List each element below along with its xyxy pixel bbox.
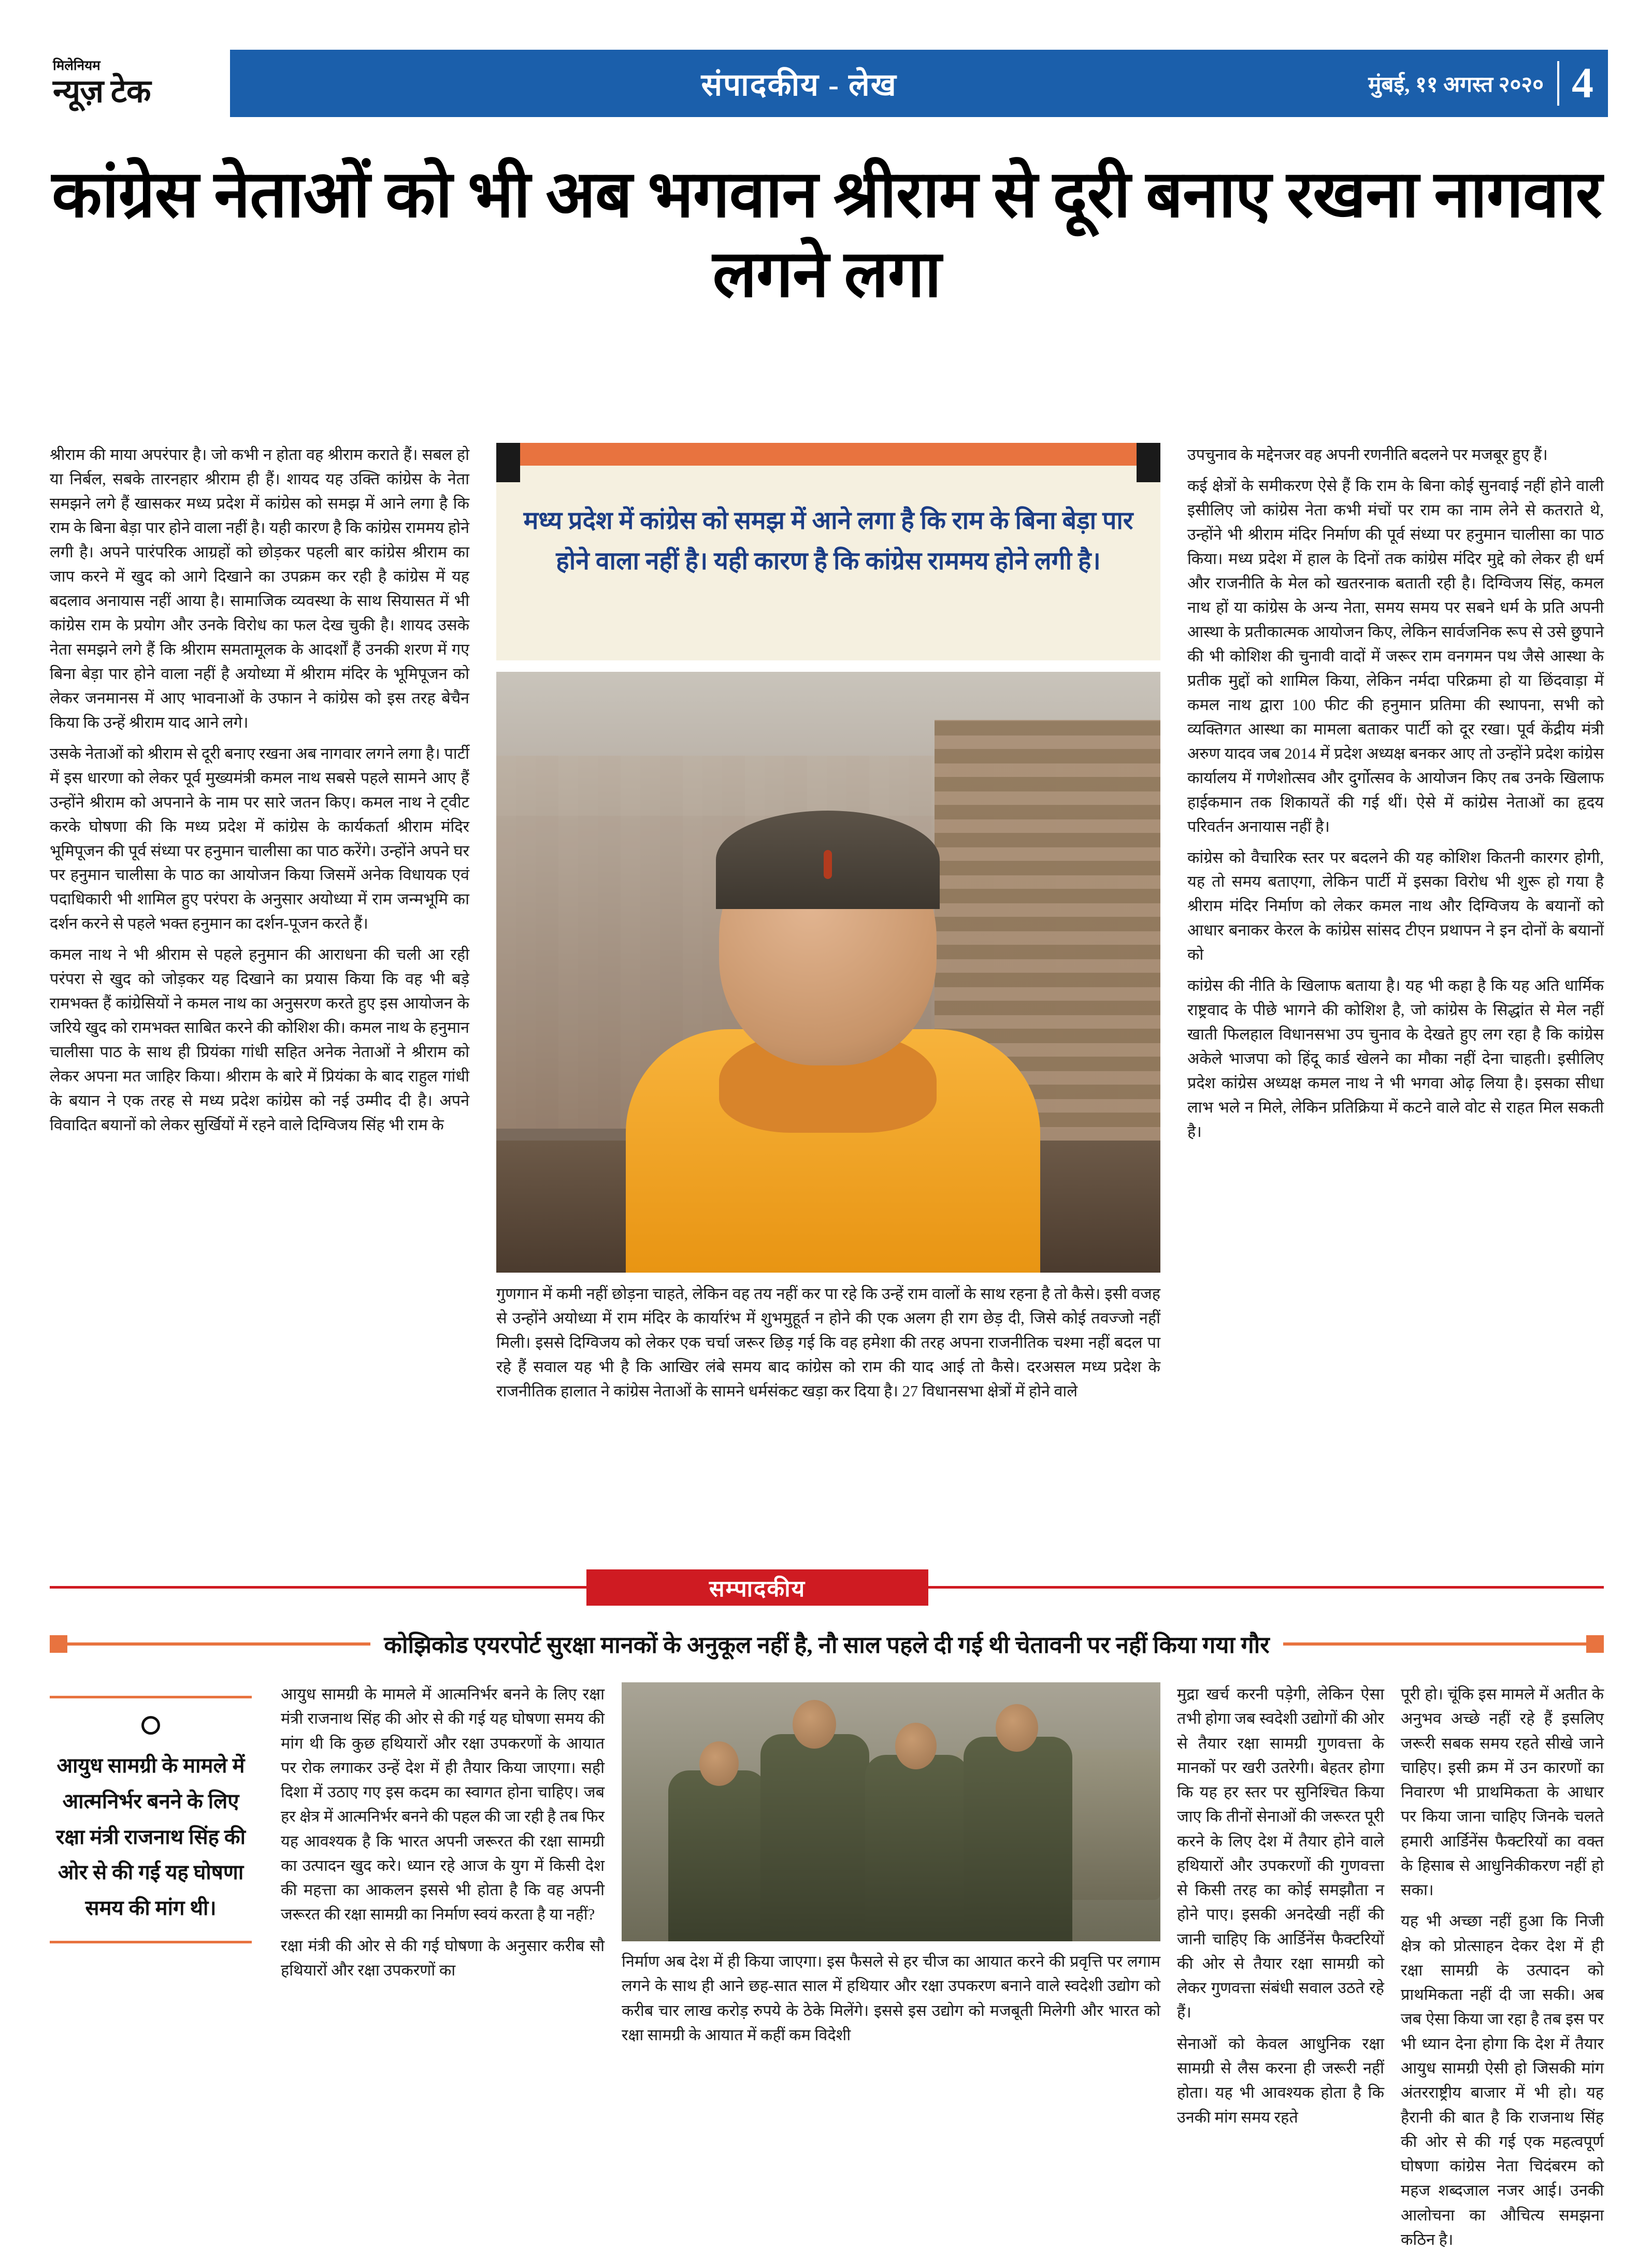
logo-main-text: न्यूज़ टेक: [53, 74, 151, 109]
pull-quote-secondary: आयुध सामग्री के मामले में आत्मनिर्भर बनने के लिए रक्षा मंत्री राजनाथ सिंह की ओर से की गई यह घोषणा समय की मांग थी।: [56, 1754, 246, 1920]
paragraph: कांग्रेस को वैचारिक स्तर पर बदलने की यह कोशिश कितनी कारगर होगी, यह तो समय बताएगा, लेकिन पार्टी में इसका विरोध भी शुरू हो गया है श्रीराम मंदिर निर्माण को लेकर कमल नाथ और दिग्विजय के बयानों को आधार बनाकर केरल के कांग्रेस सांसद टीएन प्रथापन ने इन दोनों के बयानों को: [1187, 848, 1604, 964]
edition-date: मुंबई, ११ अगस्त २०२०: [1368, 73, 1544, 97]
photo-soldier: [865, 1755, 969, 1941]
pull-quote-text: मध्य प्रदेश में कांग्रेस को समझ में आने लगा है कि राम के बिना बेड़ा पार होने वाला नहीं है। यही कारण है कि कांग्रेस राममय होने लगी है।: [523, 507, 1133, 575]
article-column-left: [50, 443, 469, 1144]
paragraph: कई क्षेत्रों के समीकरण ऐसे हैं कि राम के बिना कोई सुनवाई नहीं होने वाली इसीलिए जो कांग्रेस नेता कभी मंचों पर राम का नाम लेने से कतराते थे, उन्होंने भी श्रीराम मंदिर निर्माण की पूर्व संध्या पर हनुमान चालीसा का पाठ किया। मध्य प्रदेश में हाल के दिनों तक कांग्रेस मंदिर मुद्दे को लेकर ही धर्म और राजनीति के मेल को खतरनाक बताती रही है। दिग्विजय सिंह, कमल नाथ हों या कांग्रेस के अन्य नेता, समय समय पर सबने धर्म के प्रति अपनी आस्था के प्रतीकात्मक आयोजन किए, लेकिन सार्वजनिक रूप से उसे छुपाने की भी कोशिश की चुनावी वादों में जरूर राम वनगमन पथ जैसे आस्था के प्रतीक मुद्दों को शामिल किया, लेकिन नर्मदा परिक्रमा हो या छिंदवाड़ा में कमल नाथ द्वारा 100 फीट की हनुमान प्रतिमा की स्थापना, सभी को व्यक्तिगत आस्था का मामला बताकर पार्टी को दूर रखा। पूर्व केंद्रीय मंत्री अरुण यादव जब 2014 में प्रदेश अध्यक्ष बनकर आए तो उन्होंने प्रदेश कांग्रेस कार्यालय में गणेशोत्सव और दुर्गोत्सव के आयोजन किए तब उनके खिलाफ हाईकमान तक शिकायतें की गई थीं। ऐसे में कांग्रेस नेताओं का हृदय परिवर्तन अनायास नहीं है।: [1187, 477, 1604, 835]
article-photo-politician: [496, 672, 1160, 1273]
paragraph: कमल नाथ ने भी श्रीराम से पहले हनुमान की आराधना की चली आ रही परंपरा से खुद को जोड़कर यह दिखाने का प्रयास किया कि वह भी बड़े रामभक्त हैं कांग्रेसियों ने कमल नाथ का अनुसरण करते हुए इस आयोजन के जरिये खुद को रामभक्त साबित करने की कोशिश की। कमल नाथ के हनुमान चालीसा पाठ के साथ ही प्रियंका गांधी सहित अनेक नेताओं ने श्रीराम को लेकर अपना मत जाहिर किया। श्रीराम के बारे में प्रियंका के बाद राहुल गांधी के बयान ने एक तरह से मध्य प्रदेश कांग्रेस को नई उम्मीद दी है। अपने विवादित बयानों को लेकर सुर्खियों में रहने वाले दिग्विजय सिंह भी राम के: [50, 946, 469, 1134]
secondary-column-2: [622, 1682, 1160, 2054]
masthead-divider: [1557, 61, 1559, 106]
accent-square-right: [1586, 1635, 1604, 1653]
quote-top-bar: [496, 443, 1160, 466]
main-article: [50, 443, 1604, 1564]
article-column-right: [1187, 443, 1604, 1151]
secondary-headline: कोझिकोड एयरपोर्ट सुरक्षा मानकों के अनुकूल नहीं है, नौ साल पहले दी गई थी चेतावनी पर नहीं किया गया गौर: [384, 1632, 1270, 1658]
logo-small-text: मिलेनियम: [53, 58, 100, 73]
paragraph: निर्माण अब देश में ही किया जाएगा। इस फैसले से हर चीज का आयात करने की प्रवृत्ति पर लगाम लगने के साथ ही आने छह-सात साल में हथियार और रक्षा उपकरण बनाने वाले स्वदेशी उद्योग को करीब चार लाख करोड़ रुपये के ठेके मिलेंगे। इससे इस उद्योग को मजबूती मिलेगी और भारत को रक्षा सामग्री के आयात में कहीं कम विदेशी: [622, 1953, 1160, 2044]
photo-soldier: [760, 1734, 869, 1941]
pull-quote-box: [496, 443, 1160, 660]
photo-soldier-head: [996, 1704, 1038, 1752]
accent-line-left: [67, 1642, 370, 1646]
paragraph: सेनाओं को केवल आधुनिक रक्षा सामग्री से लैस करना ही जरूरी नहीं होता। यह भी आवश्यक होता है कि उनकी मांग समय रहते: [1177, 2035, 1384, 2126]
paragraph: मुद्रा खर्च करनी पड़ेगी, लेकिन ऐसा तभी होगा जब स्वदेशी उद्योगों की ओर से तैयार रक्षा सामग्री गुणवत्ता के मानकों पर खरी उतरेगी। बेहतर होगा कि यह हर स्तर पर सुनिश्चित किया जाए कि तीनों सेनाओं की जरूरत पूरी करने के लिए देश में तैयार होने वाले हथियारों और उपकरणों की गुणवत्ता से किसी तरह का कोई समझौता न होने पाए। इसकी अनदेखी नहीं की जानी चाहिए कि आर्डिनेंस फैक्टरियों की ओर से तैयार रक्षा सामग्री को लेकर गुणवत्ता संबंधी सवाल उठते रहे हैं।: [1177, 1685, 1384, 2022]
main-headline: कांग्रेस नेताओं को भी अब भगवान श्रीराम से दूरी बनाए रखना नागवार लगने लगा: [52, 159, 1602, 311]
paragraph: उसके नेताओं को श्रीराम से दूरी बनाए रखना अब नागवार लगने लगा है। पार्टी में इस धारणा को लेकर पूर्व मुख्यमंत्री कमल नाथ सबसे पहले सामने आए हैं उन्होंने श्रीराम को अपनाने के नाम पर सारे जतन किए। कमल नाथ ने ट्वीट करके घोषणा की कि मध्य प्रदेश में कांग्रेस के कार्यकर्ता श्रीराम मंदिर भूमिपूजन की पूर्व संध्या पर हनुमान चालीसा का पाठ करेंगे। उन्होंने अपने घर पर हनुमान चालीसा के पाठ का आयोजन किया जिसमें अनेक विधायक एवं पदाधिकारी भी शामिल हुए परंपरा के अनुसार अयोध्या में राम जन्मभूमि का दर्शन करने से पहले भक्त हनुमान का दर्शन-पूजन करते हैं।: [50, 744, 469, 933]
bullet-dot-icon: [141, 1716, 160, 1735]
article-column-middle: [496, 443, 1160, 1410]
paragraph: श्रीराम की माया अपरंपार है। जो कभी न होता वह श्रीराम कराते हैं। सबल हो या निर्बल, सबके तारनहार श्रीराम ही हैं। शायद यह उक्ति कांग्रेस के नेता समझने लगे हैं खासकर मध्य प्रदेश में कांग्रेस को समझ में आने लगा है कि राम के बिना बेड़ा पार होने वाला नहीं है। यही कारण है कि कांग्रेस राममय होने लगी है। अपने पारंपरिक आग्रहों को छोड़कर पहली बार कांग्रेस श्रीराम का जाप करने में खुद को आगे दिखाने का उपक्रम कर रही है कांग्रेस में यह बदलाव अनायास नहीं आया है। सामाजिक व्यवस्था के साथ सियासत में भी कांग्रेस राम के प्रयोग और उनके विरोध का फल देख चुकी है। शायद उसके नेता समझने लगे हैं कि श्रीराम समतामूलक के आदर्शों हैं उनकी शरण में गए बिना बेड़ा पार होने वाला नहीं है अयोध्या में श्रीराम मंदिर के भूमिपूजन को लेकर जनमानस में आए भावनाओं के उफान ने कांग्रेस को इस तरह बेचैन किया कि उन्हें श्रीराम याद आने लगे।: [50, 446, 469, 731]
page-number: 4: [1572, 59, 1593, 107]
masthead: [44, 50, 1608, 117]
secondary-column-3: [1177, 1682, 1384, 2137]
accent-square-left: [50, 1635, 67, 1653]
article-photo-soldiers: [622, 1682, 1160, 1941]
photo-soldier-head: [895, 1723, 937, 1769]
section-title: संपादकीय - लेख: [701, 68, 897, 102]
photo-soldier-head: [699, 1741, 739, 1786]
editorial-band: [586, 1569, 928, 1606]
masthead-right-group: [1368, 61, 1608, 106]
paragraph: पूरी हो। चूंकि इस मामले में अतीत के अनुभव अच्छे नहीं रहे हैं इसलिए जरूरी सबक समय रहते सीखे जाने चाहिए। इसी क्रम में उन कारणों का निवारण भी प्राथमिकता के आधार पर किया जाना चाहिए जिनके चलते हमारी आर्डिनेंस फैक्टरियों का वक्त के हिसाब से आधुनिकीकरण नहीं हो सका।: [1401, 1685, 1604, 1899]
secondary-column-4: [1401, 1682, 1604, 2259]
secondary-article: [50, 1682, 1604, 2248]
photo-soldier: [964, 1737, 1072, 1941]
accent-line-right: [1283, 1642, 1586, 1646]
pull-quote-column: [50, 1696, 252, 1943]
newspaper-logo: [44, 50, 230, 117]
secondary-headline-row: [50, 1624, 1604, 1664]
photo-soldier-head: [793, 1700, 836, 1749]
photo-person-tilak: [824, 850, 832, 879]
editorial-band-label: सम्पादकीय: [709, 1576, 806, 1602]
paragraph: उपचुनाव के मद्देनजर वह अपनी रणनीति बदलने पर मजबूर हुए हैं।: [1187, 446, 1548, 464]
paragraph: आयुध सामग्री के मामले में आत्मनिर्भर बनने के लिए रक्षा मंत्री राजनाथ सिंह की ओर से की गई यह घोषणा समय की मांग थी कि कुछ हथियारों और रक्षा उपकरणों के आयात पर रोक लगाकर उन्हें देश में ही तैयार किया जाएगा। सही दिशा में उठाए गए इस कदम का स्वागत होना चाहिए। जब हर क्षेत्र में आत्मनिर्भर बनने की पहल की जा रही है तब फिर यह आवश्यक है कि भारत अपनी जरूरत की रक्षा सामग्री का उत्पादन खुद करे। ध्यान रहे आज के युग में किसी देश की महत्ता का आकलन इससे भी होता है कि वह अपनी जरूरत की रक्षा सामग्री का निर्माण स्वयं करता है या नहीं?: [281, 1685, 605, 1924]
paragraph: गुणगान में कमी नहीं छोड़ना चाहते, लेकिन वह तय नहीं कर पा रहे कि उन्हें राम वालों के साथ रहना है तो कैसे। इसी वजह से उन्होंने अयोध्या में राम मंदिर के कार्यारंभ में शुभमुहूर्त न होने की एक अलग ही राग छेड़ दी, जिसे कोई तवज्जो नहीं मिली। इससे दिग्विजय को लेकर एक चर्चा जरूर छिड़ गई कि वह हमेशा की तरह अपना राजनीतिक चश्मा नहीं बदल पा रहे हैं सवाल यह भी है कि आखिर लंबे समय बाद कांग्रेस को राम की याद आई तो कैसे। दरअसल मध्य प्रदेश के राजनीतिक हालात ने कांग्रेस नेताओं के सामने धर्मसंकट खड़ा कर दिया है। 27 विधानसभा क्षेत्रों में होने वाले: [496, 1285, 1160, 1400]
paragraph: यह भी अच्छा नहीं हुआ कि निजी क्षेत्र को प्रोत्साहन देकर देश में ही रक्षा सामग्री के उत्पादन को प्राथमिकता नहीं दी जा सकी। अब जब ऐसा किया जा रहा है तब इस पर भी ध्यान देना होगा कि देश में तैयार आयुध सामग्री ऐसी हो जिसकी मांग अंतरराष्ट्रीय बाजार में भी हो। यह हैरानी की बात है कि राजनाथ सिंह की ओर से की गई एक महत्वपूर्ण घोषणा कांग्रेस नेता चिदंबरम को महज शब्दजाल नजर आई। उनकी आलोचना का औचित्य समझना कठिन है।: [1401, 1912, 1604, 2248]
paragraph: कांग्रेस की नीति के खिलाफ बताया है। यह भी कहा है कि यह अति धार्मिक राष्ट्रवाद के पीछे भागने की कोशिश है, जो कांग्रेस के सिद्धांत से मेल नहीं खाती फिलहाल विधानसभा उप चुनाव के देखते हुए लग रहा है कि कांग्रेस अकेले भाजपा को हिंदू कार्ड खेलने का मौका नहीं देना चाहती। इसीलिए प्रदेश कांग्रेस अध्यक्ष कमल नाथ ने भी भगवा ओढ़ लिया है। इसका सीधा लाभ भले न मिले, लेकिन प्रतिक्रिया में कटने वाले वोट से राहत मिल सकती है।: [1187, 977, 1604, 1141]
photo-soldier: [668, 1770, 767, 1941]
paragraph: रक्षा मंत्री की ओर से की गई घोषणा के अनुसार करीब सौ हथियारों और रक्षा उपकरणों का: [281, 1937, 605, 1979]
secondary-column-1: [281, 1682, 605, 1989]
